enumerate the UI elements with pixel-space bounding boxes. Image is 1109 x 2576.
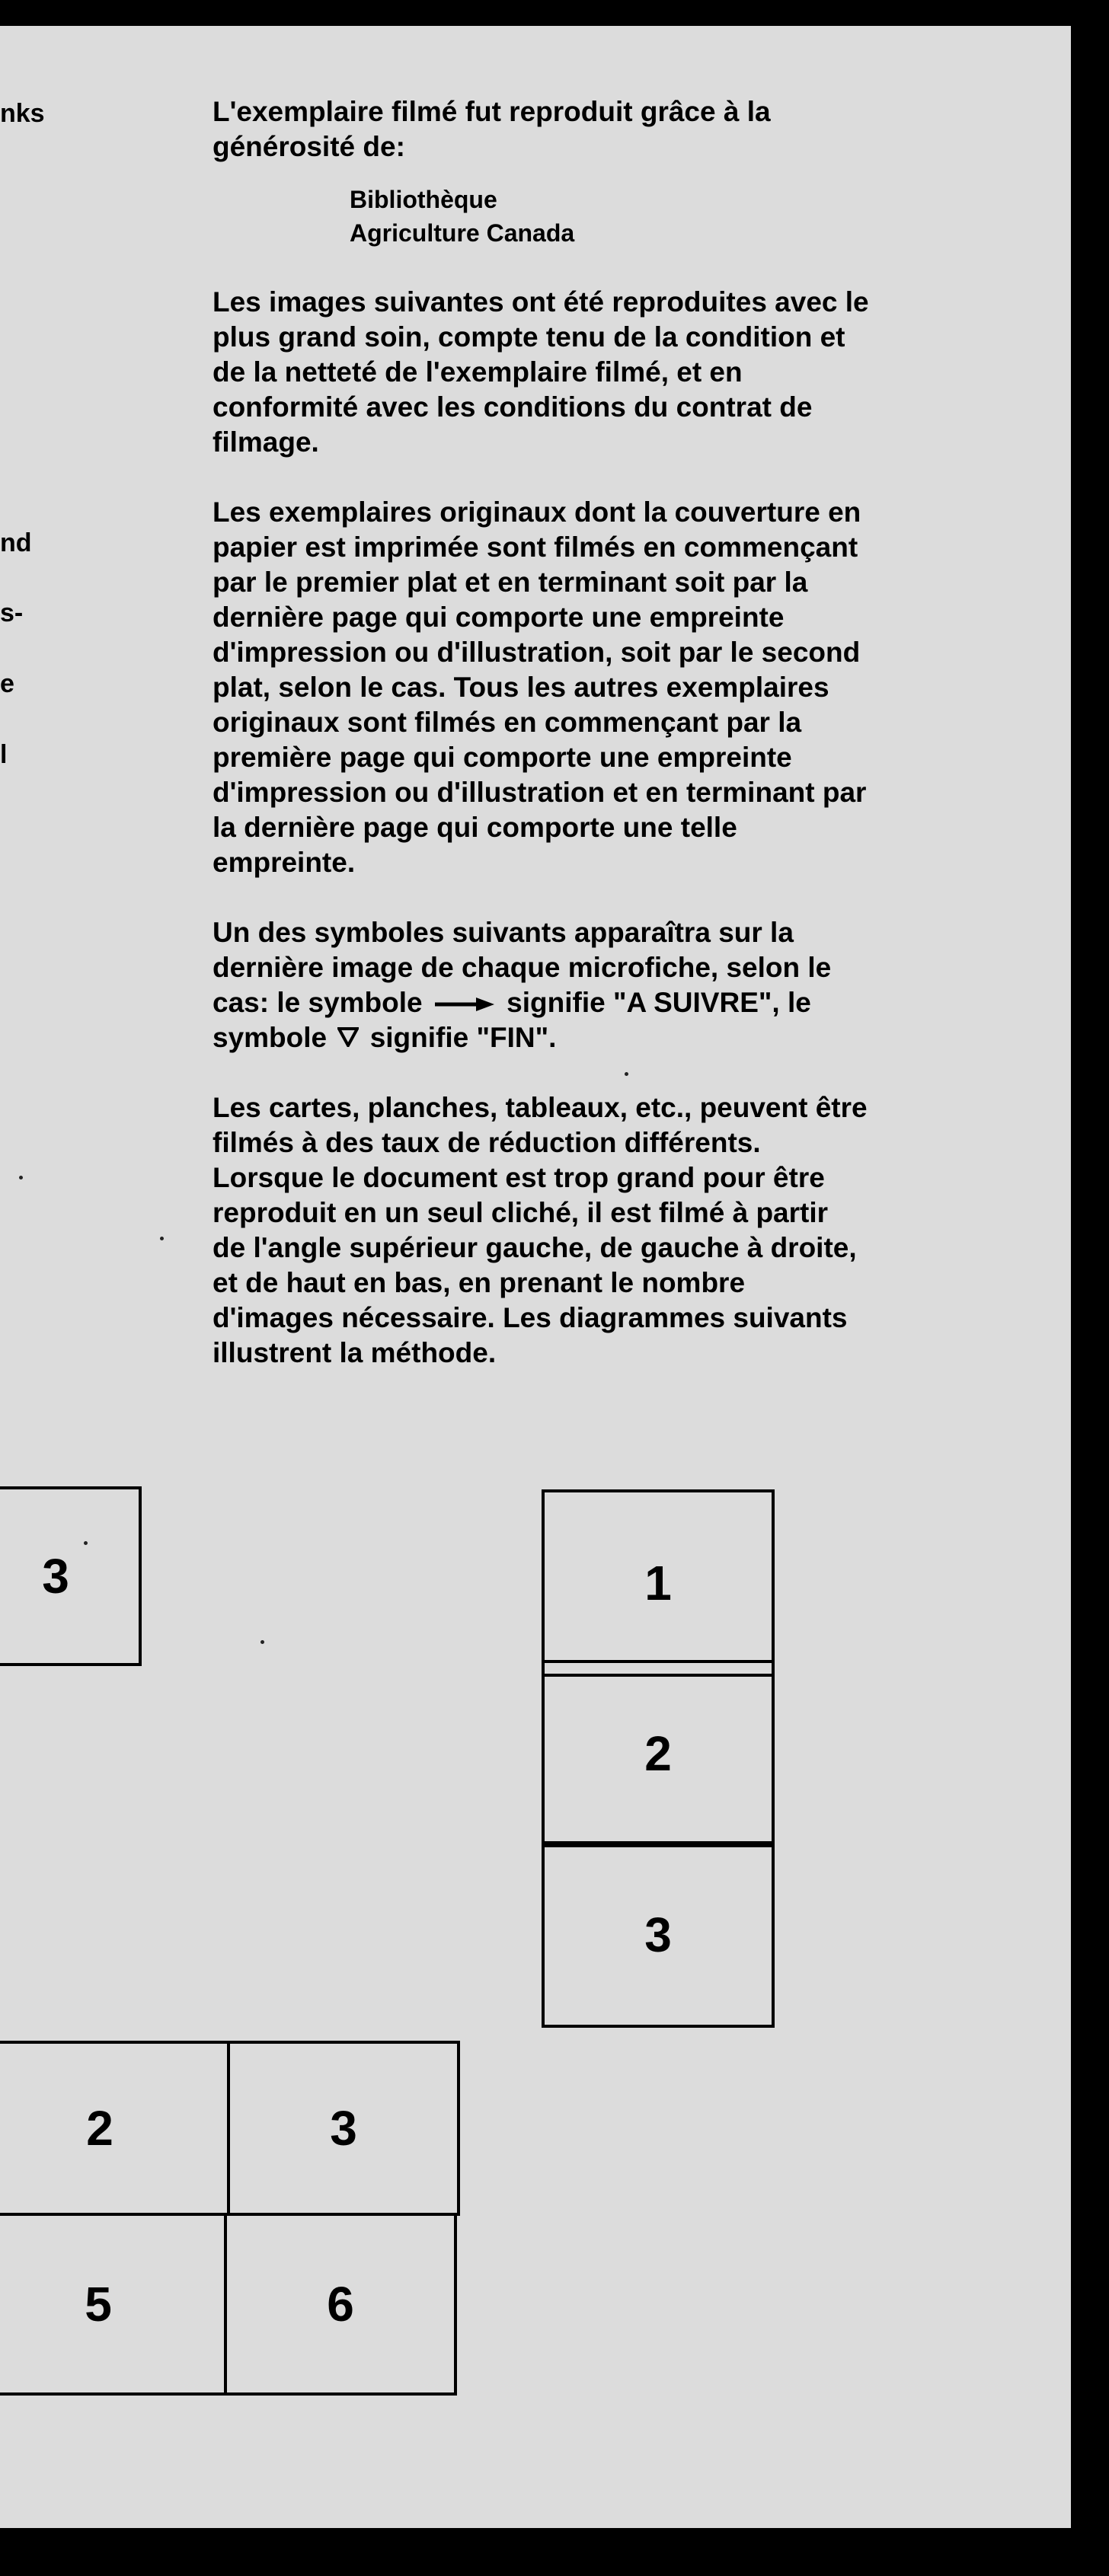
text-line: Les images suivantes ont été reproduites avec le (213, 286, 869, 318)
speck (160, 1237, 164, 1240)
text-line: la dernière page qui comporte une telle (213, 812, 737, 843)
speck (84, 1541, 88, 1545)
text-line: Agriculture Canada (350, 219, 575, 247)
text-line: générosité de: (213, 131, 405, 162)
diagram-vertical-cell: 3 (542, 1841, 775, 2028)
text-line: de l'angle supérieur gauche, de gauche à droite, (213, 1232, 857, 1263)
text-line: de la netteté de l'exemplaire filmé, et en (213, 356, 743, 388)
paragraph-method (213, 1090, 982, 1371)
text-line: dernière page qui comporte une empreinte (213, 602, 785, 633)
text-line: papier est imprimée sont filmés en commençant (213, 531, 858, 563)
text-line: plus grand soin, compte tenu de la condition et (213, 321, 845, 353)
text-line (213, 985, 982, 1020)
text-line: originaux sont filmés en commençant par la (213, 707, 802, 738)
left-fragment: nks (0, 99, 45, 128)
paragraph-originals (213, 495, 982, 880)
paragraph-conditions (213, 285, 982, 460)
text-line: Les cartes, planches, tableaux, etc., peuvent être (213, 1092, 868, 1123)
text-line: plat, selon le cas. Tous les autres exemplaires (213, 672, 829, 703)
text-line: Les exemplaires originaux dont la couverture en (213, 496, 861, 528)
text-line: L'exemplaire filmé fut reproduit grâce à la (213, 96, 771, 127)
left-fragment: e (0, 669, 14, 698)
text-line: filmés à des taux de réduction différents. (213, 1127, 761, 1158)
text-line: première page qui comporte une empreinte (213, 742, 792, 773)
text-fragment: symbole (213, 1022, 328, 1053)
credit-intro (213, 94, 982, 164)
diagram-vertical-cell: 1 (542, 1489, 775, 1677)
left-fragment: nd (0, 528, 32, 557)
left-fragment: l (0, 740, 8, 769)
text-fragment: signifie "FIN". (369, 1022, 557, 1053)
diagram-grid-cell: 3 (227, 2041, 460, 2216)
text-line: Lorsque le document est trop grand pour être (213, 1162, 825, 1193)
text-line: illustrent la méthode. (213, 1337, 497, 1368)
diagram-left-cell: 3 (0, 1486, 142, 1666)
diagram-grid-cell: 6 (224, 2213, 457, 2396)
text-line: d'impression ou d'illustration et en terminant par (213, 777, 867, 808)
microfiche-page (0, 26, 1071, 2528)
text-line: et de haut en bas, en prenant le nombre (213, 1267, 746, 1298)
speck (260, 1640, 264, 1644)
text-line: Bibliothèque (350, 186, 497, 213)
arrow-right-icon (433, 996, 496, 1013)
text-fragment: signifie "A SUIVRE", le (507, 987, 811, 1018)
text-line: conformité avec les conditions du contrat de (213, 391, 813, 423)
diagram-grid-cell: 2 (0, 2041, 230, 2216)
speck (19, 1176, 23, 1179)
text-line: empreinte. (213, 847, 356, 878)
speck (625, 1072, 628, 1076)
text-fragment: cas: le symbole (213, 987, 423, 1018)
triangle-down-icon (337, 1027, 359, 1047)
library-name (213, 183, 982, 250)
text-line: par le premier plat et en terminant soit par la (213, 567, 808, 598)
text-line: dernière image de chaque microfiche, selon le (213, 952, 832, 983)
text-line: d'images nécessaire. Les diagrammes suivants (213, 1302, 848, 1333)
text-line (213, 1020, 982, 1055)
text-line: reproduit en un seul cliché, il est filmé à partir (213, 1197, 829, 1228)
text-line: d'impression ou d'illustration, soit par le second (213, 637, 861, 668)
text-line: filmage. (213, 426, 319, 458)
diagram-grid-cell: 5 (0, 2213, 227, 2396)
paragraph-symbols (213, 915, 982, 1055)
left-fragment: s- (0, 599, 24, 627)
diagram-vertical-cell: 2 (542, 1660, 775, 1847)
text-line: Un des symboles suivants apparaîtra sur la (213, 917, 794, 948)
french-notice-column (213, 94, 982, 1371)
